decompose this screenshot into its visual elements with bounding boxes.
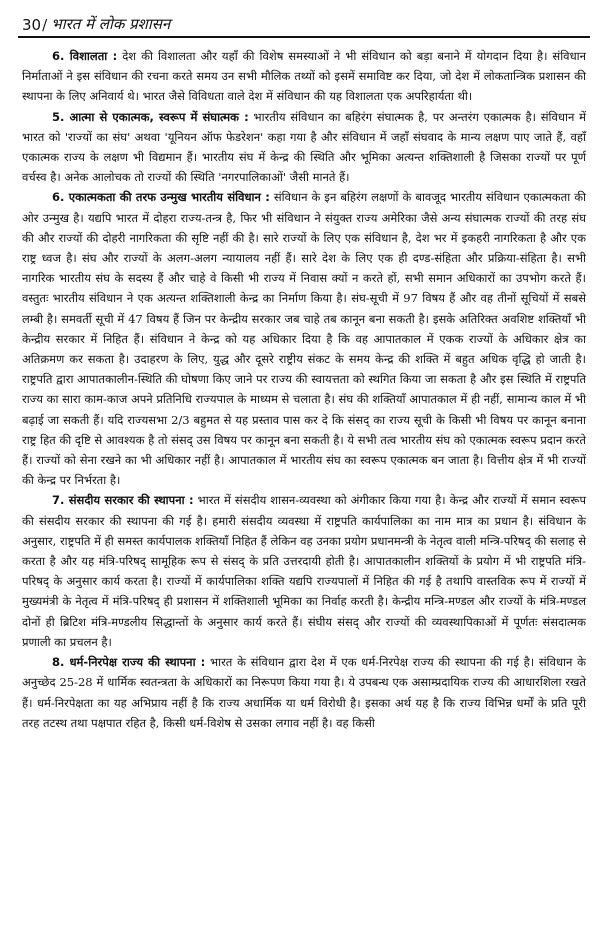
section-text: देश की विशालता और यहाँ की विशेष समस्याओं ने भी संविधान को बड़ा बनाने में योगदान दिया है। संविधान निर्माताओं ने इस संविधान की रचना करते समय उन सभी मौलिक तथ्यों को इसमें समाविष्ट कर दिया, जो देश में लोकतान्त्रिक प्रशासन की स्थापना के लिए अनिवार्य थे। भारत जैसे विविधता वाले देश में संविधान की यह विशालता एक अपरिहार्यता थी। <box>22 49 587 104</box>
page-number: 30 <box>22 16 42 34</box>
section-sansadiya-sarkar <box>22 490 586 652</box>
section-heading: 5. आत्मा से एकात्मक, स्वरूप में संघात्मक : <box>52 109 249 124</box>
section-text: संविधान के इन बहिरंग लक्षणों के बावजूद भारतीय संविधान एकात्मकता की ओर उन्मुख है। यद्यपि भारत में दोहरा राज्य-तन्त्र है, फिर भी संविधान ने संयुक्त राज्य अमेरिका जैसे अन्य संघात्मक राज्यों की तरह संघ की और राज्यों की दोहरी नागरिकता की सृष्टि नहीं की है। सारे राज्यों के लिए एक संविधान है, देश भर में इकहरी नागरिकता है और एक राष्ट्र ध्वज है। संघ और राज्यों के अलग-अलग न्यायालय नहीं हैं। सारे देश के लिए एक ही दण्ड-संहिता और प्रक्रिया-संहिता है। सभी नागरिक भारतीय संघ के सदस्य हैं और चाहे वे किसी भी राज्य में निवास क्यों न करते हों, सभी समान अधिकारों का उपभोग करते हैं। वस्तुतः भारतीय संविधान ने एक अत्यन्त शक्तिशाली केन्द्र का निर्माण किया है। संघ-सूची में 97 विषय हैं और वह तीनों सूचियों में सबसे लम्बी है। समवर्ती सूची में 47 विषय हैं जिन पर केन्द्रीय सरकार जब चाहे तब कानून बना सकती है। इसके अतिरिक्त अवशिष्ट शक्तियाँ भी केन्द्रीय सरकार में निहित हैं। संविधान ने केन्द्र को यह अधिकार दिया है कि वह आपातकाल में एकक राज्यों के अधिकार क्षेत्र का अतिक्रमण कर सकता है। उदाहरण के लिए, युद्ध और दूसरे राष्ट्रीय संकट के समय केन्द्र की शक्ति में बहुत अधिक वृद्धि हो जाती है। राष्ट्रपति द्वारा आपातकालीन-स्थिति की घोषणा किए जाने पर राज्य की स्वायत्तता को स्थगित किया जा सकता है और इस स्थिति में राष्ट्रपति राज्य का सारा काम-काज अपने प्रतिनिधि राज्यपाल के माध्यम से चलाता है। संघ की शक्तियाँ आपातकाल में ही नहीं, सामान्य काल में भी बढ़ाई जा सकती हैं। यदि राज्यसभा 2/3 बहुमत से यह प्रस्ताव पास कर दे कि संसद् का राज्य सूची के किसी भी विषय पर कानून बनाना राष्ट्र हित की दृष्टि से आवश्यक है तो संसद् उस विषय पर कानून बना सकती है। ये सभी तत्व भारतीय संघ को एकात्मक स्वरूप प्रदान करते हैं। राज्यों को सेना रखने का भी अधिकार नहीं है। आपातकाल में भारतीय संघ का स्वरूप एकात्मक बन जाता है। वित्तीय क्षेत्र में भी राज्यों की केन्द्र पर निर्भरता है। <box>22 190 586 488</box>
book-title: भारत में लोक प्रशासन <box>51 15 171 33</box>
section-dharm-nirpeksh <box>22 652 586 733</box>
page-number-separator: / <box>42 16 48 34</box>
section-text: भारतीय संविधान का बहिरंग संघात्मक है, पर अन्तरंग एकात्मक है। संविधान में भारत को 'राज्यों का संघ' अथवा 'यूनियन ऑफ फेडरेशन' कहा गया है और संविधान में जहाँ संघवाद के मान्य लक्षण पाए जाते हैं, वहाँ एकात्मक राज्य के लक्षण भी विद्यमान हैं। भारतीय संघ में केन्द्र की स्थिति और भूमिका अत्यन्त शक्तिशाली है जिसका राज्यों पर पूर्ण वर्चस्व है। अनेक आलोचक तो राज्यों की स्थिति 'नगरपालिकाओं' जैसी मानते हैं। <box>22 109 586 185</box>
section-ekatmakta-unmukh <box>22 187 586 490</box>
section-heading: 6. एकात्मकता की तरफ उन्मुख भारतीय संविधान : <box>52 190 270 205</box>
running-head <box>18 8 590 38</box>
body-text <box>22 46 586 733</box>
section-text: भारत के संविधान द्वारा देश में एक धर्म-निरपेक्ष राज्य की स्थापना की गई है। संविधान के अनुच्छेद 25-28 में धार्मिक स्वतन्त्रता के अधिकारों का निरूपण किया गया है। ये उपबन्ध एक असाम्प्रदायिक राज्य की आधारशिला रखते हैं। धर्म-निरपेक्षता का यह अभिप्राय नहीं है कि राज्य अधार्मिक या धर्म विरोधी है। इसका अर्थ यह है कि राज्य विभिन्न धर्मों के प्रति पूरी तरह तटस्थ तथा पक्षपात रहित है, किसी धर्म-विशेष से उसका लगाव नहीं है। वह किसी <box>22 655 586 730</box>
section-heading: 6. विशालता : <box>52 49 118 63</box>
section-heading: 8. धर्म-निरपेक्ष राज्य की स्थापना : <box>52 655 206 670</box>
section-text: भारत में संसदीय शासन-व्यवस्था को अंगीकार किया गया है। केन्द्र और राज्यों में समान स्वरूप की संसदीय सरकार की स्थापना की गई है। हमारी संसदीय व्यवस्था में राष्ट्रपति कार्यपालिका का नाम मात्र का प्रधान है। संविधान के अनुसार, राष्ट्रपति में ही समस्त कार्यपालक शक्तियाँ निहित हैं लेकिन वह उनका प्रयोग प्रधानमन्त्री के नेतृत्व वाली मन्त्रि-परिषद् की सलाह से करता है और यह मंत्रि-परिषद् सामूहिक रूप से संसद् के प्रति उत्तरदायी होती है। आपातकालीन शक्तियों के प्रयोग में भी राष्ट्रपति मंत्रि-परिषद् के अनुसार कार्य करता है। राज्यों में कार्यपालिका शक्ति यद्यपि राज्यपालों में निहित की गई है तथापि वास्तविक रूप में राज्यों में मुख्यमंत्री के नेतृत्व में मंत्रि-परिषद् ही प्रशासन में शक्तिशाली भूमिका का निर्वाह करती है। केन्द्रीय मन्त्रि-मण्डल और राज्यों के मंत्रि-मण्डल दोनों ही ब्रिटिश मंत्रि-मण्डलीय सिद्धान्तों के अनुसार कार्य करते हैं। संघीय संसद् और राज्यों की व्यवस्थापिकाओं में पूर्णतः संसदात्मक प्रणाली का प्रचलन है। <box>22 493 587 649</box>
section-heading: 7. संसदीय सरकार की स्थापना : <box>52 493 194 508</box>
section-vishalta <box>22 46 586 107</box>
section-atma-se-ekatmak <box>22 107 586 188</box>
